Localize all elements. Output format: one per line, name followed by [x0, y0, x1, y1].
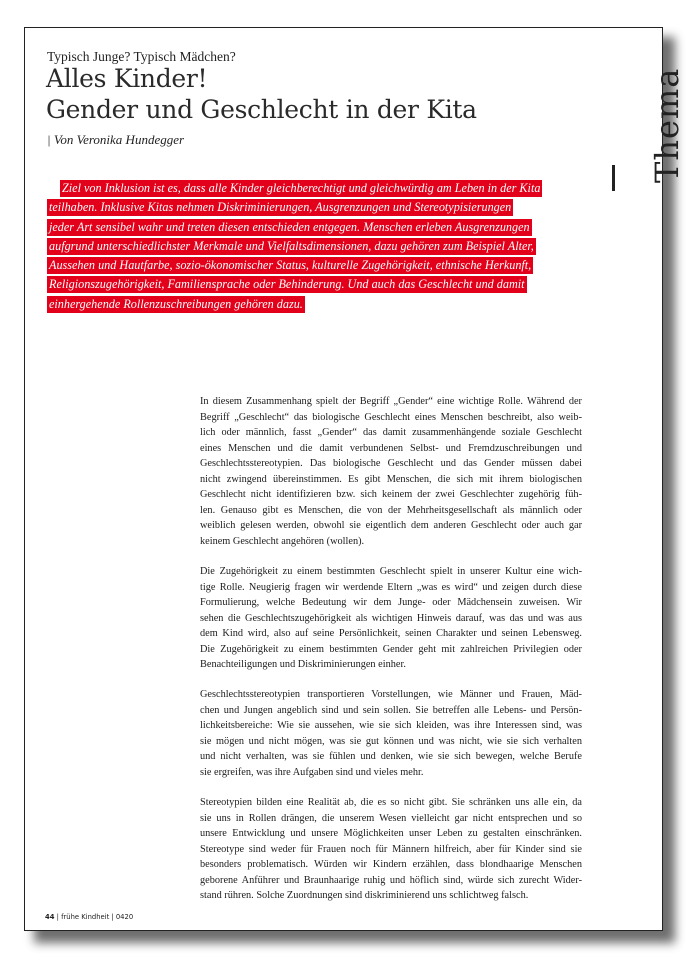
lead-line [47, 235, 567, 254]
body-line: keinem Geschlecht angehören (wollen). [200, 535, 365, 547]
body-line: dem Kind wird, also auf seine Persönlichkeit, seinen Charakter und seinen Lebensweg. [200, 628, 582, 640]
section-label-text: Thema [648, 67, 686, 183]
page-footer [45, 913, 133, 921]
body-line: Stereotype sind weder für Frauen noch für Männern hilfreich, aber für Kinder sind sie [200, 843, 582, 855]
lead-line-text: einhergehende Rollenzuschreibungen gehören dazu. [49, 296, 303, 311]
lead-line-text: Aussehen und Hautfarbe, sozio-ökonomischer Status, kulturelle Zugehörigkeit, ethnische Herkunft, [49, 258, 532, 273]
lead-line [47, 216, 567, 235]
body-line: besonders problematisch. Würden wir Kindern erzählen, dass blondhaarige Menschen [200, 859, 582, 871]
body-line: tige Rolle. Neugierig fragen wir werdende Eltern „was es wird“ und zeigen durch diese [200, 581, 582, 593]
body-paragraph [200, 795, 582, 904]
body-line: lichkeitsbereiche: Wie sie aussehen, wie sie sich kleiden, was ihre Interessen sind, was [200, 720, 582, 732]
lead-line [47, 177, 567, 196]
article-title-line-1: Alles Kinder! [46, 64, 208, 93]
lead-line-text: teilhaben. Inklusive Kitas nehmen Diskriminierungen, Ausgrenzungen und Stereotypisierungen [49, 200, 512, 215]
section-label-bar [612, 165, 615, 191]
lead-line [47, 293, 567, 312]
lead-line-text: Religionszugehörigkeit, Familiensprache oder Behinderung. Und auch das Geschlecht und damit [49, 277, 525, 292]
body-paragraph [200, 394, 582, 549]
body-line: chen und Jungen angeblich sind und sein sollen. Sie betreffen alle Lebens- und Persön- [200, 704, 582, 716]
lead-line [47, 254, 567, 273]
lead-line-text: aufgrund unterschiedlichster Merkmale und Vielfaltsdimensionen, dazu gehören zum Beispiel Alter, [49, 238, 534, 253]
article-body [200, 394, 582, 918]
magazine-page [24, 27, 686, 931]
body-line: Begriff „Geschlecht“ das biologische Geschlecht eines Menschen beschreibt, also weib- [200, 411, 582, 423]
body-line: eines Menschen und die damit verbundenen Selbst- und Fremdzuschreibungen und [200, 442, 582, 454]
page-number: 44 [45, 913, 55, 921]
body-line: Benachteiligungen und Diskriminierungen einher. [200, 659, 406, 671]
body-line: Geschlechtsstereotypien transportieren Vorstellungen, wie Männer und Frauen, Mäd- [200, 689, 582, 701]
body-line: Stereotypien bilden eine Realität ab, die es so nicht gibt. Sie schränken uns alle ein, da [200, 797, 582, 809]
body-line: In diesem Zusammenhang spielt der Begriff „Gender“ eine wichtige Rolle. Während der [200, 396, 582, 407]
body-line: len. Genauso gibt es Menschen, die von der Mehrheitsgesellschaft als männlich oder [200, 504, 582, 516]
folio-text: | frühe Kindheit | 0420 [54, 913, 134, 921]
body-line: Die Zugehörigkeit zu einem bestimmten Gender geht mit zahlreichen Privilegien oder [200, 643, 582, 655]
lead-line-text: jeder Art sensibel wahr und treten diesen entschieden entgegen. Menschen erleben Ausgrenzungen [49, 219, 530, 234]
body-line: Formulierung, welche Bedeutung wir dem Junge- oder Mädchensein zuweisen. Wir [200, 597, 582, 609]
article-title [46, 63, 477, 125]
body-line: lich oder männlich, fasst „Gender“ das damit zusammenhängende soziale Geschlecht [200, 427, 582, 439]
body-line: sie uns in Rollen drängen, die unserem Wesen vielleicht gar nicht entsprechen und so [200, 812, 582, 824]
body-paragraph [200, 687, 582, 780]
body-line: nicht zwingend übereinstimmen. Es gibt Menschen, die sich mit ihrem biologischen [200, 473, 582, 485]
lead-paragraph [47, 177, 567, 312]
body-line: Die Zugehörigkeit zu einem bestimmten Geschlecht spielt in unserer Kultur eine wich- [200, 565, 582, 577]
body-line: unsere Entwicklung und unsere Möglichkeiten unser Leben zu gestalten einschränken. [200, 828, 582, 840]
article-title-line-2: Gender und Geschlecht in der Kita [46, 95, 477, 124]
lead-line-text: Ziel von Inklusion ist es, dass alle Kinder gleichberechtigt und gleichwürdig am Leben in der Kita [62, 181, 541, 195]
body-line: geborene Anführer und Braunhaarige ruhig und höflich sind, würde sich zurecht Wider- [200, 874, 582, 886]
body-line: und nicht verhalten, was sie fühlen und denken, wie sie sich bewegen, welche Berufe [200, 751, 582, 763]
body-line: sehen die Geschlechtszugehörigkeit als wichtigen Hinweis darauf, was das und was aus [200, 612, 582, 624]
body-line: sie ergreifen, was ihre Aufgaben sind und vieles mehr. [200, 767, 424, 779]
lead-line [47, 196, 567, 215]
body-paragraph [200, 564, 582, 673]
body-line: weiblich gelesen werden, obwohl sie eigentlich dem anderen Geschlecht oder auch gar [200, 520, 582, 532]
body-line: Geschlecht nicht identifizieren bzw. sich keinem der zwei Geschlechter zugehörig füh- [200, 489, 582, 501]
body-line: Geschlechtsstereotypien. Das biologische Geschlecht und das Gender müssen dabei [200, 458, 582, 470]
lead-line [47, 273, 567, 292]
body-line: stand rühren. Solche Zuordnungen sind diskriminierend uns schlichtweg falsch. [200, 890, 529, 902]
article-byline: | Von Veronika Hundegger [47, 132, 185, 147]
section-label [605, 38, 686, 198]
body-line: sie mögen und nicht mögen, was sie gut können und was nicht, wie sie sich verhalten [200, 735, 582, 747]
article-kicker: Typisch Junge? Typisch Mädchen? [47, 49, 236, 64]
